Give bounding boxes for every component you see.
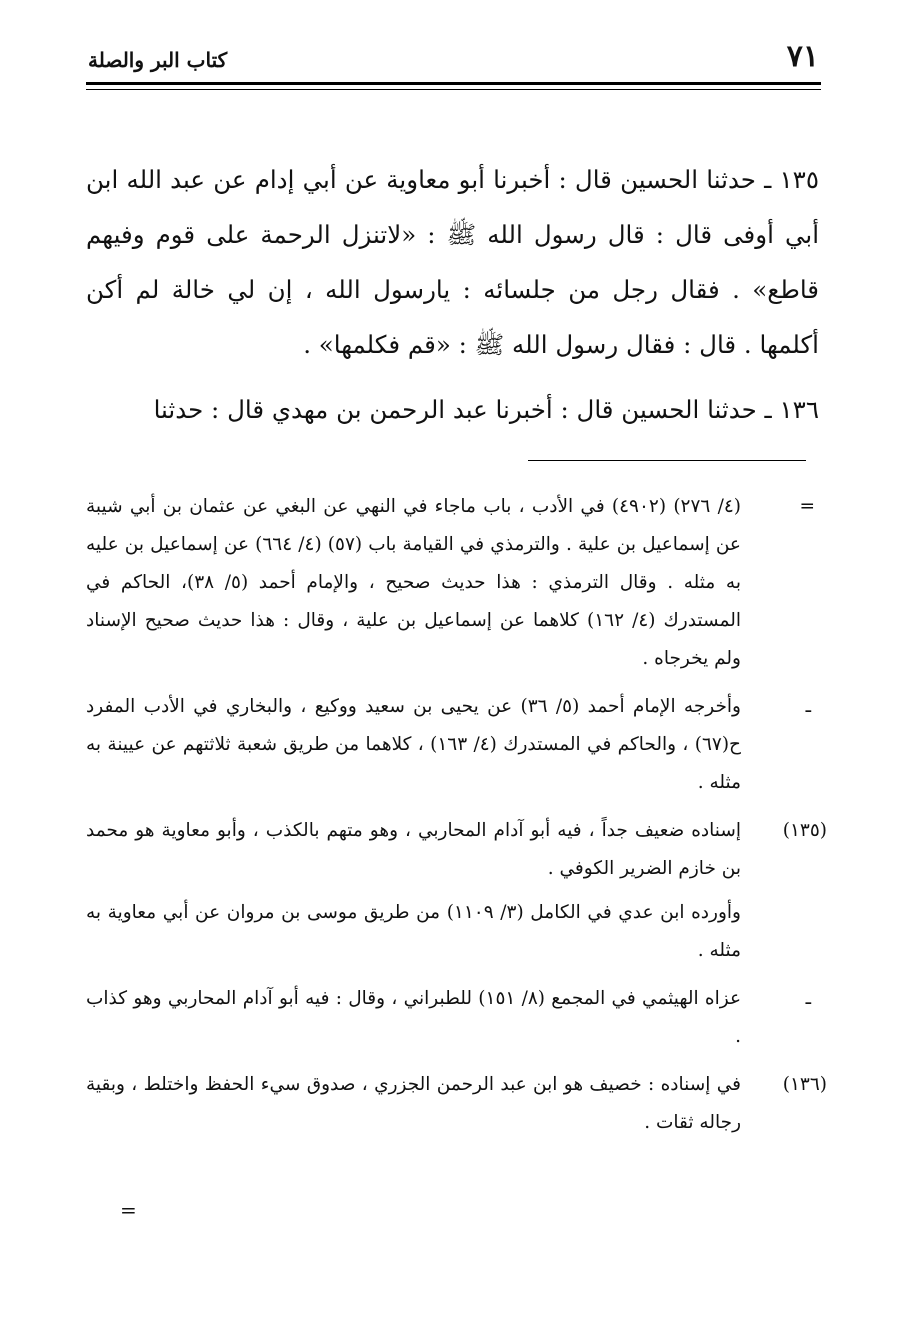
footnote-135 [86, 812, 827, 888]
footnote-text: إسناده ضعيف جداً ، فيه أبو آدام المحاربي ، وهو متهم بالكذب ، وأبو معاوية هو محمد بن خازم الضرير الكوفي . [86, 820, 741, 879]
footnote-marker: (١٣٦) [782, 1074, 827, 1095]
page-header [88, 40, 819, 80]
footnote-136 [86, 1066, 827, 1142]
hadith-135: ١٣٥ ـ حدثنا الحسين قال : أخبرنا أبو معاوية عن أبي إدام عن عبد الله ابن أبي أوفى قال : قال رسول الله ﷺ : «لاتنزل الرحمة على قوم وفيهم قاطع» . فقال رجل من جلسائه : يارسول الله ، إن لي خالة لم أكن أكلمها . قال : فقال رسول الله ﷺ : «قم فكلمها» . [86, 165, 819, 359]
footnote-text: وأخرجه الإمام أحمد (٥/ ٣٦) عن يحيى بن سعيد ووكيع ، والبخاري في الأدب المفرد ح(٦٧) ، والحاكم في المستدرك (٤/ ١٦٣) ، كلاهما من طريق شعبة ثلاثتهم عن عيينة به مثله . [86, 696, 741, 793]
header-rule-thick [86, 82, 821, 85]
footnote-text: وأورده ابن عدي في الكامل (٣/ ١١٠٩) من طريق موسى بن مروان عن أبي معاوية به مثله . [86, 902, 741, 961]
footnote-marker: = [799, 496, 815, 517]
footnote-separator [528, 460, 806, 461]
header-rule-thin [86, 89, 821, 90]
footnote-item [86, 894, 827, 970]
footnote-marker: (١٣٥) [782, 820, 827, 841]
main-text [86, 152, 819, 437]
footnote-item [86, 980, 827, 1056]
footnote-continued [86, 488, 827, 678]
footnote-marker: ـ [805, 988, 811, 1009]
hadith-136: ١٣٦ ـ حدثنا الحسين قال : أخبرنا عبد الرحمن بن مهدي قال : حدثنا [153, 395, 819, 424]
footnote-text: (٤/ ٢٧٦) (٤٩٠٢) في الأدب ، باب ماجاء في النهي عن البغي عن عثمان بن أبي شيبة عن إسماعيل بن علية . والترمذي في القيامة باب (٥٧) (٤/ ٦٦٤) عن إسماعيل بن عليه به مثله . وقال الترمذي : هذا حديث صحيح ، والإمام أحمد (٥/ ٣٨)، الحاكم في المستدرك (٤/ ١٦٢) كلاهما عن إسماعيل بن علية ، وقال : هذا حديث صحيح الإسناد ولم يخرجاه . [86, 496, 741, 669]
footnotes [86, 488, 827, 1152]
page-number: ٧١ [786, 39, 819, 74]
footnote-text: عزاه الهيثمي في المجمع (٨/ ١٥١) للطبراني ، وقال : فيه أبو آدام المحاربي وهو كذاب . [86, 988, 741, 1047]
footnote-text: في إسناده : خصيف هو ابن عبد الرحمن الجزري ، صدوق سيء الحفظ واختلط ، وبقية رجاله ثقات . [86, 1074, 741, 1133]
footnote-marker: ـ [805, 696, 811, 717]
running-title: كتاب البر والصلة [88, 48, 228, 72]
footnote-item [86, 688, 827, 802]
continuation-mark: = [120, 1198, 137, 1222]
